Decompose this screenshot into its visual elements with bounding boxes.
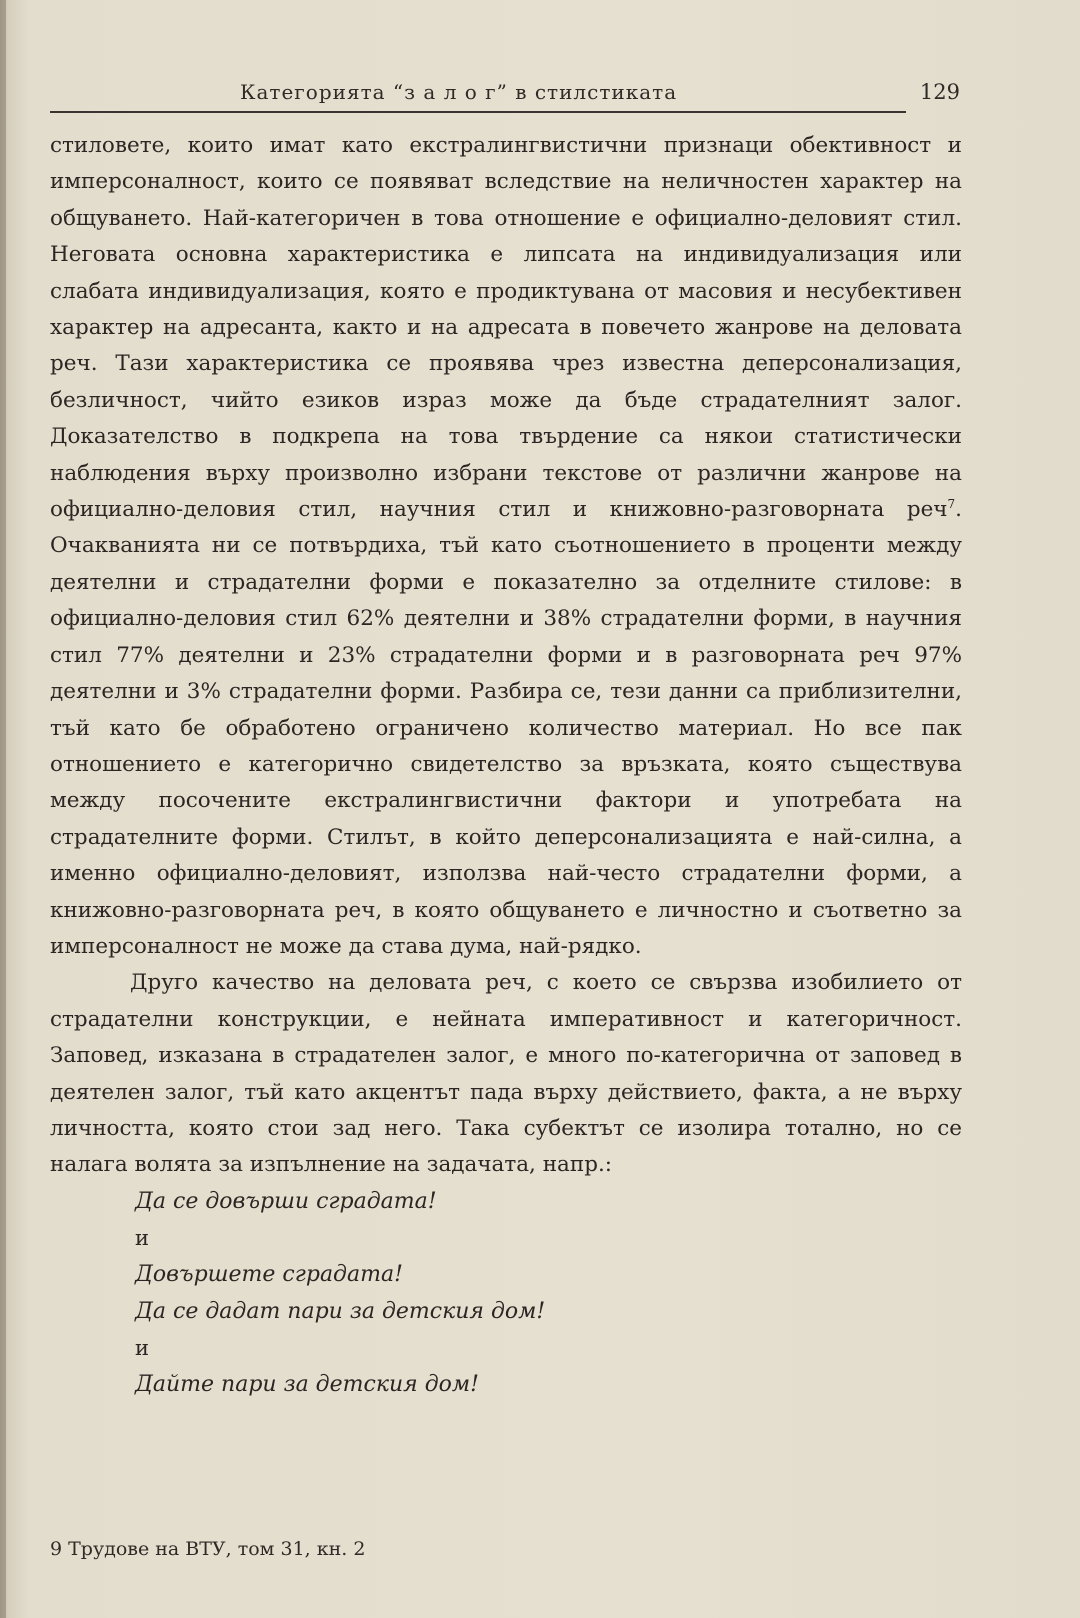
page-gutter-shadow (0, 0, 6, 1618)
example-imperative-passive-1: Да се довърши сградата! (135, 1188, 437, 1214)
example-imperative-passive-2: Да се дадат пари за детския дом! (135, 1298, 546, 1324)
footnote-marker: 7 (947, 496, 956, 511)
page-header (50, 80, 960, 112)
page-number: 129 (919, 80, 960, 104)
page-body (50, 128, 962, 1403)
paragraph-2: Друго качество на деловата реч, с което се свързва изобилието от страдателни конструкции, е нейната императивност и категоричност. Заповед, изказана в страдателен залог, е много по-категорична от заповед в деятелен залог, тъй като акцентът пада върху действието, факта, а не върху личността, която стои зад него. Така субектът се изолира тотално, но се налага волята за изпълнение на задачата, напр.: (50, 970, 962, 1178)
example-connector-2: и (135, 1336, 149, 1361)
paragraph-1 (50, 128, 962, 965)
page-footer: 9 Трудове на ВТУ, том 31, кн. 2 (50, 1538, 366, 1560)
example-connector-1: и (135, 1226, 149, 1251)
paragraph-1-main: стиловете, които имат като екстралингвистични признаци обективност и имперсоналност, които се появяват вследствие на неличностен характер на общуването. Най-категоричен в това отношение е официално-деловият стил. Неговата основна характеристика е липсата на индивидуализация или слабата индивидуализация, която е продиктувана от масовия и несубективен характер на адресанта, както и на адресата в повечето жанрове на деловата реч. Тази характеристика се проявява чрез известна деперсонализация, безличност, чийто езиков израз може да бъде страдателният залог. Доказателство в подкрепа на това твърдение са някои статистически наблюдения върху произволно избрани текстове от различни жанрове на официално-деловия стил, научния стил и книжовно-разговорната реч (50, 133, 962, 523)
running-title: Категорията “з а л о г” в стилстиката (240, 80, 678, 104)
header-rule (50, 111, 906, 113)
example-imperative-active-1: Довършете сградата! (135, 1261, 403, 1287)
paragraph-1-rest: . Очакванията ни се потвърдиха, тъй като съотношението в проценти между деятелни и страдателни форми е показателно за отделните стилове: в официално-деловия стил 62% деятелни и 38% страдателни форми, в научния стил 77% деятелни и 23% страдателни форми и в разговорната реч 97% деятелни и 3% страдателни форми. Разбира се, тези данни са приблизителни, тъй като бе обработено ограничено количество материал. Но все пак отношението е категорично свидетелство за връзката, която съществува между посочените екстралингвистични фактори и употребата на страдателните форми. Стилът, в който деперсонализацията е най-силна, а именно официално-деловият, използва най-често страдателни форми, а книжовно-разговорната реч, в която общуването е личностно и съответно за имперсоналност не може да става дума, най-рядко. (50, 497, 962, 959)
example-imperative-active-2: Дайте пари за детския дом! (135, 1371, 479, 1397)
